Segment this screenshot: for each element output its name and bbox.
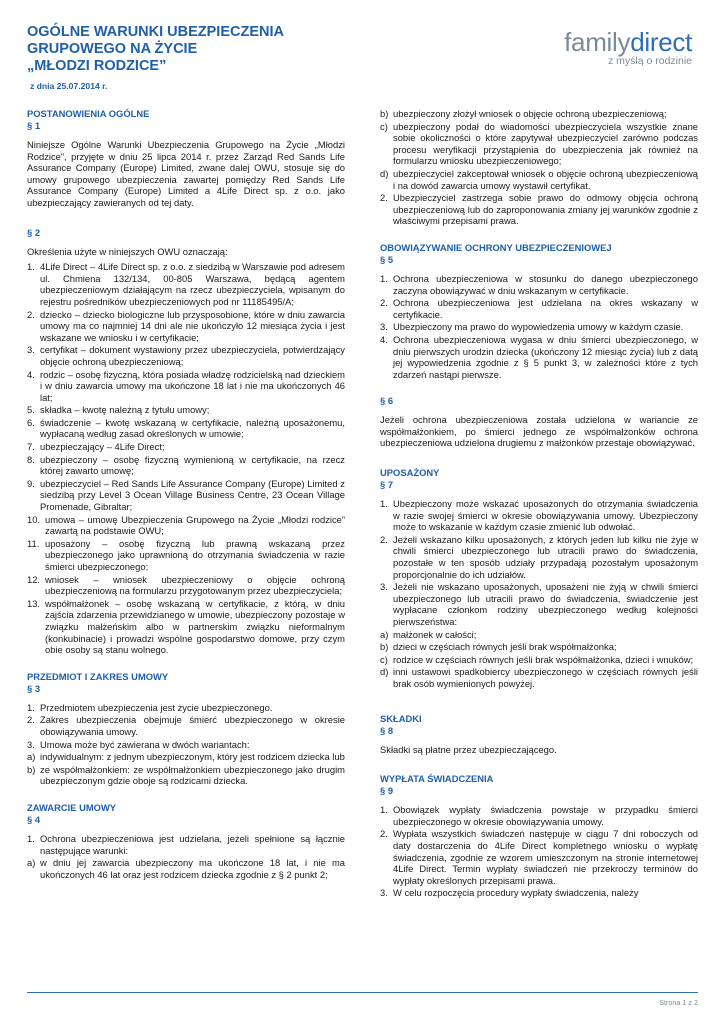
section-heading: UPOSAŻONY xyxy=(380,467,440,479)
list-item: 1. Przedmiotem ubezpieczenia jest życie ubezpieczonego. xyxy=(27,701,273,713)
list-item: 6. świadczenie – kwotę wskazaną w certyfikacie, należną uposażonemu, wypłacaną według zasad określonych w umowie; xyxy=(27,416,345,440)
list-item: 1. Ochrona ubezpieczeniowa jest udzielana, jeżeli spełnione są łącznie następujące warunki: xyxy=(27,832,345,856)
section-heading: PRZEDMIOT I ZAKRES UMOWY xyxy=(27,670,169,682)
list-item: b) ze współmałżonkiem: ze współmałżonkiem ubezpieczonego jako drugim ubezpieczonym gdzie oboje są rodzicami dziecka. xyxy=(27,763,345,787)
familydirect-logo xyxy=(564,28,692,67)
paragraph-number: § 3 xyxy=(27,682,41,694)
list-item: 2. Jeżeli wskazano kilku uposażonych, z których jeden lub kilku nie żyje w chwili śmierci ubezpieczonego lub utracili prawo do świadczenia, pozostałe w ten sposób udziały przypadają pozostałym uposażonym proporcjonalnie do ich udziałów. xyxy=(380,533,698,580)
section-text: Jeżeli ochrona ubezpieczeniowa została udzielona w wariancie ze współmałżonkiem, po śmierci jednego ze współmałżonków ochrona ubezpieczeniowa udzielona drugiemu z małżonków przestaje obowiązywać. xyxy=(380,414,698,449)
list-item: 4. rodzic – osobę fizyczną, która posiada władzę rodzicielską nad dzieckiem i w dniu zawarcia umowy ma ukończone 18 lat i nie ma ukończonych 46 lat; xyxy=(27,368,345,403)
section-heading: OBOWIĄZYWANIE OCHRONY UBEZPIECZENIOWEJ xyxy=(380,241,612,253)
paragraph-number: § 6 xyxy=(380,395,394,407)
list-item: 1. 4Life Direct – 4Life Direct sp. z o.o. z siedzibą w Warszawie pod adresem ul. Chmiena 132/134, 00-805 Warszawa, będącą agentem ubezpieczeniowym działającym na rzecz ubezpieczyciela, wpisanym do rejestru pośredników ubezpieczeniowych pod nr 11185495/A; xyxy=(27,261,345,307)
list-item: 4. Ochrona ubezpieczeniowa wygasa w dniu śmierci ubezpieczonego, w dniu pierwszych urodzin dziecka (ukończony 12 miesiąc życia) lub z datą jej wypowiedzenia zgodnie z § 5 punkt 3, w zależności które z tych zdarzeń nastąpi pierwsze. xyxy=(380,333,698,380)
logo-family: family xyxy=(564,27,631,57)
list-item: d) inni ustawowi spadkobiercy ubezpieczonego w częściach równych jeśli brak osób wymienionych powyżej. xyxy=(380,666,698,689)
document-title-block xyxy=(27,24,327,91)
logo-wordmark xyxy=(564,28,692,56)
paragraph-number: § 8 xyxy=(380,724,394,736)
page-number: Strona 1 z 2 xyxy=(659,998,698,1007)
beneficiary-list xyxy=(380,498,698,690)
paragraph-number: § 5 xyxy=(380,253,394,265)
list-item: 10. umowa – umowę Ubezpieczenia Grupowego na Życie „Młodzi rodzice” zawartą na podstawie OWU; xyxy=(27,513,345,537)
list-item: 9. ubezpieczyciel – Red Sands Life Assurance Company (Europe) Limited z siedzibą przy Level 3 Ocean Village Business Centre, 23 Ocean Village Promenade, Gibraltar; xyxy=(27,477,345,513)
footer-divider xyxy=(27,992,698,993)
list-item: 2. Ochrona ubezpieczeniowa jest udzielana na okres wskazany w certyfikacie. xyxy=(380,297,698,320)
section-heading: SKŁADKI xyxy=(380,712,422,724)
document-date: z dnia 25.07.2014 r. xyxy=(30,81,108,91)
list-item: 1. Ochrona ubezpieczeniowa w stosunku do danego ubezpieczonego zaczyna obowiązywać w dniu wskazanym w certyfikacie. xyxy=(380,272,698,296)
title-line-3: „MŁODZI RODZICE” xyxy=(27,58,167,74)
list-item: 11. uposażony – osobę fizyczną lub prawną wskazaną przez ubezpieczonego jako uprawnioną do otrzymania świadczenia w razie śmierci ubezpieczonego; xyxy=(27,537,345,572)
paragraph-number: § 1 xyxy=(27,120,41,131)
list-item: 3. certyfikat – dokument wystawiony przez ubezpieczyciela, potwierdzający objęcie ochroną ubezpieczeniową; xyxy=(27,344,345,367)
list-item: 12. wniosek – wniosek ubezpieczeniowy o objęcie ochroną ubezpieczeniową na formularzu przygotowanym przez ubezpieczyciela; xyxy=(27,573,345,597)
coverage-list xyxy=(380,273,698,380)
conclusion-list-continued xyxy=(380,108,698,227)
list-item: d) ubezpieczyciel zakceptował wniosek o objęcie ochroną ubezpieczeniową i na dowód zawarcia umowy wystawił certyfikat. xyxy=(380,167,698,191)
paragraph-number: § 7 xyxy=(380,479,394,491)
title-line-1: OGÓLNE WARUNKI UBEZPIECZENIA xyxy=(27,24,284,40)
list-item: b) dzieci w częściach równych jeśli brak współmałżonka; xyxy=(380,641,617,653)
list-item: 5. składka – kwotę należną z tytułu umowy; xyxy=(27,404,210,416)
list-item: 1. Obowiązek wypłaty świadczenia powstaje w przypadku śmierci ubezpieczonego w okresie obowiązywania umowy. xyxy=(380,804,698,827)
list-item: 2. Wypłata wszystkich świadczeń następuje w ciągu 7 dni roboczych od daty dostarczenia do 4Life Direct kompletnego wniosku o wypłatę świadczenia, zgodnie ze wzorem umieszczonym na stronie internetowej 4Life Direct. Termin wypłaty świadczeń nie przekroczy terminów do wypłaty określonych przepisami prawa. xyxy=(380,828,698,886)
list-item: a) w dniu jej zawarcia ubezpieczony ma ukończone 18 lat, i nie ma ukończonych 46 lat oraz jest rodzicem dziecka zgodnie z § 2 punkt 2; xyxy=(27,857,345,880)
list-item: 7. ubezpieczający – 4Life Direct; xyxy=(27,441,165,453)
logo-direct: direct xyxy=(630,27,692,57)
list-item: 2. Zakres ubezpieczenia obejmuje śmierć ubezpieczonego w okresie obowiązywania umowy. xyxy=(27,714,345,737)
definitions-list xyxy=(27,261,345,656)
section-heading: ZAWARCIE UMOWY xyxy=(27,801,117,813)
paragraph-number: § 2 xyxy=(27,226,41,238)
left-column xyxy=(27,108,345,881)
section-text: Niniejsze Ogólne Warunki Ubezpieczenia Grupowego na Życie „Młodzi Rodzice”, przyjęte w dniu 25 lipca 2014 r. przez Zarząd Red Sands Life Assurance Company (Europe) Limited, zwane dalej OWU, stosuje się do umowy grupowego ubezpieczenia zawartej pomiędzy Red Sands Life Assurance Company (Europe) Limited a 4Life Direct sp. z o.o. jako ubezpieczający zawieranych od tej daty. xyxy=(27,139,345,208)
right-column xyxy=(380,108,698,900)
list-item: b) ubezpieczony złożył wniosek o objęcie ochroną ubezpieczeniową; xyxy=(380,108,667,119)
list-item: 2. Ubezpieczyciel zastrzega sobie prawo do odmowy objęcia ochroną ubezpieczeniową lub do zaproponowania zmiany jej warunków zgodnie z właściwymi przepisami prawa. xyxy=(380,192,698,227)
list-item: 1. Ubezpieczony może wskazać uposażonych do otrzymania świadczenia w razie swojej śmierci w okresie obowiązywania umowy. Ubezpieczony może to wskazanie w każdym czasie zmienić lub odwołać. xyxy=(380,498,698,533)
list-item: a) indywidualnym: z jednym ubezpieczonym, który jest rodzicem dziecka lub xyxy=(27,751,345,763)
conclusion-list xyxy=(27,833,345,880)
list-item: c) ubezpieczony podał do wiadomości ubezpieczyciela wszystkie znane sobie okoliczności o które zapytywał ubezpieczyciel zarówno podczas procesu weryfikacji przystąpienia do ubezpieczenia jak również na formularzu wniosku ubezpieczeniowego; xyxy=(380,120,698,167)
list-item: c) rodzice w częściach równych jeśli brak współmałżonka, dzieci i wnuków; xyxy=(380,653,694,665)
section-heading: WYPŁATA ŚWIADCZENIA xyxy=(380,773,494,785)
scope-list xyxy=(27,702,345,787)
list-item: 3. W celu rozpoczęcia procedury wypłaty świadczenia, należy xyxy=(380,887,639,899)
list-item: 3. Ubezpieczony ma prawo do wypowiedzenia umowy w każdym czasie. xyxy=(380,321,684,333)
paragraph-number: § 4 xyxy=(27,813,41,825)
section-intro: Określenia użyte w niniejszych OWU oznaczają: xyxy=(27,245,228,257)
list-item: 3. Umowa może być zawierana w dwóch wariantach: xyxy=(27,738,250,750)
list-item: 2. dziecko – dziecko biologiczne lub przysposobione, które w dniu zawarcia umowy ma co najmniej 14 dni ale nie ukończyło 12 miesiąca życia i jest wskazane we wniosku i w certyfikacie; xyxy=(27,308,345,343)
section-heading: POSTANOWIENIA OGÓLNE xyxy=(27,108,150,119)
paragraph-number: § 9 xyxy=(380,785,394,797)
list-item: a) małżonek w całości; xyxy=(380,628,477,640)
payment-list xyxy=(380,804,698,899)
list-item: 13. współmałżonek – osobę wskazaną w certyfikacie, z którą, w dniu zajścia zdarzenia przewidzianego w umowie, ubezpieczony pozostaje w związku małżeńskim albo w partnerskim związku nieformalnym (konkubinacie) i prowadzi wspólne gospodarstwo domowe, przy czym obie osoby są stanu wolnego. xyxy=(27,597,345,656)
list-item: 3. Jeżeli nie wskazano uposażonych, uposażeni nie żyją w chwili śmierci ubezpieczonego lub utracili prawo do świadczenia, świadczenie jest wypłacane członkom rodziny ubezpieczonego według kolejności pierwszeństwa: xyxy=(380,581,698,627)
section-text: Składki są płatne przez ubezpieczającego. xyxy=(380,743,557,755)
title-line-2: GRUPOWEGO NA ŻYCIE xyxy=(27,41,198,57)
logo-tagline: z myślą o rodzinie xyxy=(607,55,692,67)
list-item: 8. ubezpieczony – osobę fizyczną wymienioną w certyfikacie, na rzecz której zawarto umowę; xyxy=(27,453,345,477)
